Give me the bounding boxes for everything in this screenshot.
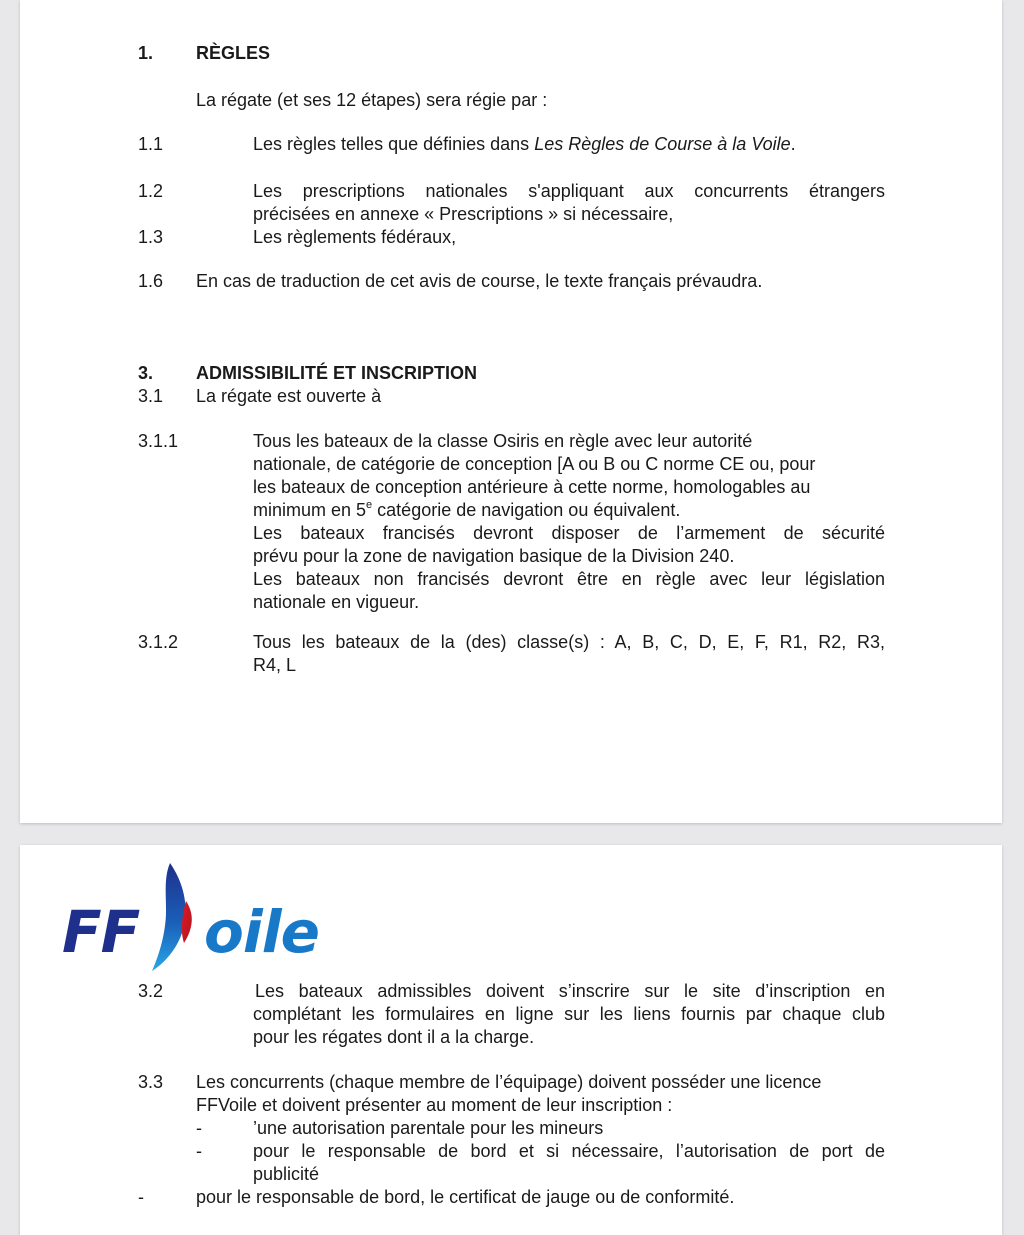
- item-3-3-line2: FFVoile et doivent présenter au moment de leur inscription :: [196, 1095, 673, 1115]
- bullet-1-text: ’une autorisation parentale pour les mineurs: [253, 1118, 604, 1138]
- logo-text-ff: FF: [62, 898, 140, 966]
- item-3-3-number: 3.3: [138, 1072, 164, 1092]
- item-1-2-number: 1.2: [138, 181, 164, 201]
- item-3-2-line1: Les bateaux admissibles doivent s’inscrire sur le site d’inscription en: [255, 981, 885, 1001]
- logo-text-oile: oile: [204, 898, 319, 966]
- item-3-1-text: La régate est ouverte à: [196, 386, 382, 406]
- item-3-1-1-number: 3.1.1: [138, 431, 179, 451]
- item-3-3-line1: Les concurrents (chaque membre de l’équipage) doivent posséder une licence: [196, 1072, 822, 1092]
- bullet-2-line1: pour le responsable de bord et si nécessaire, l’autorisation de port de: [253, 1141, 885, 1161]
- item-3-1-1-line6: prévu pour la zone de navigation basique de la Division 240.: [253, 546, 735, 566]
- item-3-1-number: 3.1: [138, 386, 164, 406]
- section-3-title: ADMISSIBILITÉ ET INSCRIPTION: [196, 363, 478, 383]
- item-1-2-line2: précisées en annexe « Prescriptions » si nécessaire,: [253, 204, 674, 224]
- item-3-1-1-line7: Les bateaux non francisés devront être en règle avec leur législation: [253, 569, 885, 589]
- item-3-1-1-line2: nationale, de catégorie de conception [A ou B ou C norme CE ou, pour: [253, 454, 816, 474]
- section-1-title: RÈGLES: [196, 43, 271, 63]
- ffvoile-logo: [62, 861, 322, 973]
- item-3-1-2-number: 3.1.2: [138, 632, 179, 652]
- item-1-3-text: Les règlements fédéraux,: [253, 227, 457, 247]
- document-page-1: [20, 0, 1002, 823]
- item-1-1-number: 1.1: [138, 134, 164, 154]
- item-1-3-number: 1.3: [138, 227, 164, 247]
- item-3-1-2-line1: Tous les bateaux de la (des) classe(s) : A, B, C, D, E, F, R1, R2, R3,: [253, 632, 885, 652]
- section-1-intro: La régate (et ses 12 étapes) sera régie par :: [196, 90, 548, 110]
- bullet-3-text: pour le responsable de bord, le certificat de jauge ou de conformité.: [196, 1187, 735, 1207]
- bullet-2-line2: publicité: [253, 1164, 320, 1184]
- item-1-2-line1: Les prescriptions nationales s'appliquant aux concurrents étrangers: [253, 181, 885, 201]
- section-3-number: 3.: [138, 363, 154, 383]
- item-3-1-1-line8: nationale en vigueur.: [253, 592, 420, 612]
- item-3-1-1-line3: les bateaux de conception antérieure à cette norme, homologables au: [253, 477, 811, 497]
- item-3-2-line3: pour les régates dont il a la charge.: [253, 1027, 535, 1047]
- item-1-6-number: 1.6: [138, 271, 164, 291]
- bullet-dash: -: [196, 1141, 202, 1161]
- document-page-2: [20, 845, 1002, 1235]
- item-1-6-text: En cas de traduction de cet avis de course, le texte français prévaudra.: [196, 271, 763, 291]
- section-1-number: 1.: [138, 43, 154, 63]
- item-3-1-2-line2: R4, L: [253, 655, 297, 675]
- item-1-1-text: Les règles telles que définies dans Les Règles de Course à la Voile.: [253, 134, 796, 154]
- item-3-2-number: 3.2: [138, 981, 164, 1001]
- item-3-1-1-line1: Tous les bateaux de la classe Osiris en règle avec leur autorité: [253, 431, 753, 451]
- item-3-2-line2: complétant les formulaires en ligne sur les liens fournis par chaque club: [253, 1004, 885, 1024]
- bullet-dash: -: [196, 1118, 202, 1138]
- bullet-dash: -: [138, 1187, 144, 1207]
- item-3-1-1-line5: Les bateaux francisés devront disposer de l’armement de sécurité: [253, 523, 885, 543]
- item-3-1-1-line4: minimum en 5e catégorie de navigation ou équivalent.: [253, 499, 681, 520]
